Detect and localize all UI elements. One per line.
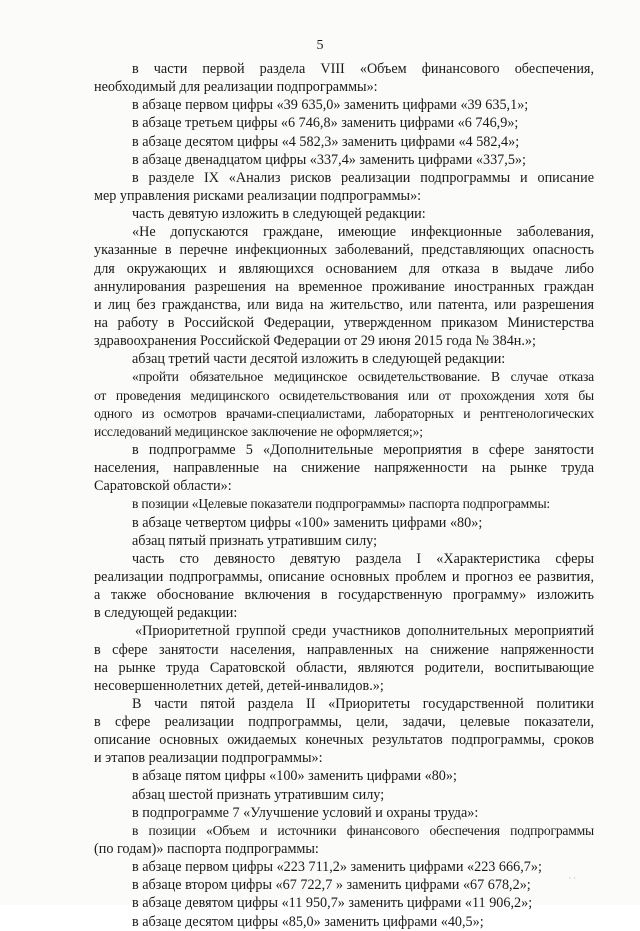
document-body: [94, 60, 594, 931]
text-line: абзац третий части десятой изложить в следующей редакции:: [132, 351, 506, 368]
text-line: в разделе IX «Анализ рисков реализации подпрограммы и описание: [132, 169, 594, 186]
text-line: «пройти обязательное медицинское освидетельствование. В случае отказа: [132, 369, 594, 385]
text-line: несовершеннолетних детей, детей-инвалидов.»;: [94, 677, 384, 694]
text-line: в абзаце первом цифры «223 711,2» заменить цифрами «223 666,7»;: [132, 859, 542, 876]
text-line: в абзаце первом цифры «39 635,0» заменить цифрами «39 635,1»;: [132, 97, 529, 114]
text-line: в сфере занятости населения, направленных на снижение напряженности: [94, 641, 594, 658]
text-line: реализации подпрограммы, описание основных проблем и прогноз ее развития,: [94, 568, 594, 585]
text-line: в абзаце десятом цифры «85,0» заменить цифрами «40,5»;: [132, 913, 484, 930]
text-line: в позиции «Объем и источники финансового обеспечения подпрограммы: [132, 822, 594, 838]
text-line: населения, направленные на снижение напряженности на рынке труда: [94, 460, 594, 477]
text-line: и этапов реализации подпрограммы»:: [94, 750, 323, 767]
text-line: и лиц без гражданства, или вида на жительство, или патента, или разрешения: [94, 296, 594, 313]
text-line: (по годам)» паспорта подпрограммы:: [94, 841, 319, 858]
text-line: абзац пятый признать утратившим силу;: [132, 532, 378, 549]
text-line: в позиции «Целевые показатели подпрограммы» паспорта подпрограммы:: [132, 496, 550, 512]
text-line: исследований медицинское заключение не оформляется;»;: [94, 423, 423, 439]
text-line: В части пятой раздела II «Приоритеты государственной политики: [132, 695, 594, 712]
text-line: в подпрограмме 5 «Дополнительные мероприятия в сфере занятости: [132, 441, 594, 458]
text-line: указанные в перечне инфекционных заболеваний, представляющих опасность: [94, 242, 594, 259]
text-line: «Приоритетной группой среди участников дополнительных мероприятий: [135, 623, 594, 640]
text-line: в части первой раздела VIII «Объем финансового обеспечения,: [132, 61, 594, 77]
text-line: мер управления рисками реализации подпрограммы»:: [94, 187, 422, 204]
text-line: в абзаце пятом цифры «100» заменить цифрами «80»;: [132, 768, 457, 785]
text-line: описание основных ожидаемых конечных результатов подпрограммы, сроков: [94, 732, 594, 749]
text-line: аннулирования разрешения на временное проживание иностранных граждан: [94, 278, 594, 295]
text-line: в абзаце двенадцатом цифры «337,4» заменить цифрами «337,5»;: [132, 151, 526, 168]
text-line: Саратовской области»:: [94, 478, 232, 495]
text-line: в абзаце девятом цифры «11 950,7» заменить цифрами «11 906,2»;: [132, 895, 533, 912]
text-line: для окружающих и являющихся основанием для отказа в выдаче либо: [94, 260, 594, 277]
text-line: в следующей редакции:: [94, 605, 238, 622]
text-line: здравоохранения Российской Федерации от 29 июня 2015 года № 384н.»;: [94, 333, 536, 350]
text-line: в абзаце третьем цифры «6 746,8» заменить цифрами «6 746,9»;: [132, 115, 519, 132]
text-line: часть девятую изложить в следующей редакции:: [132, 206, 426, 223]
text-line: одного из осмотров врачами-специалистами, лабораторных и рентгенологических: [94, 405, 594, 421]
text-line: а также обоснование включения в государственную программу» изложить: [94, 587, 594, 604]
page-number: 5: [316, 38, 324, 53]
text-line: в подпрограмме 7 «Улучшение условий и охраны труда»:: [132, 804, 479, 821]
text-line: на работу в Российской Федерации, утвержденном приказом Министерства: [94, 314, 594, 331]
text-line: в абзаце втором цифры «67 722,7 » заменить цифрами «67 678,2»;: [132, 877, 531, 894]
text-line: часть сто девяносто девятую раздела I «Характеристика сферы: [132, 550, 594, 567]
text-line: необходимый для реализации подпрограммы»:: [94, 79, 378, 96]
scan-artifact: · ·: [568, 874, 576, 883]
text-line: в абзаце четвертом цифры «100» заменить цифрами «80»;: [132, 514, 483, 531]
text-line: в абзаце десятом цифры «4 582,3» заменить цифрами «4 582,4»;: [132, 133, 520, 150]
text-line: абзац шестой признать утратившим силу;: [132, 786, 385, 803]
text-line: от проведения медицинского освидетельствования или от прохождения хотя бы: [94, 387, 594, 403]
text-line: «Не допускаются граждане, имеющие инфекционные заболевания,: [132, 224, 594, 241]
text-line: на рынке труда Саратовской области, являются родители, воспитывающие: [94, 659, 594, 676]
text-line: в сфере реализации подпрограммы, цели, задачи, целевые показатели,: [94, 714, 594, 731]
